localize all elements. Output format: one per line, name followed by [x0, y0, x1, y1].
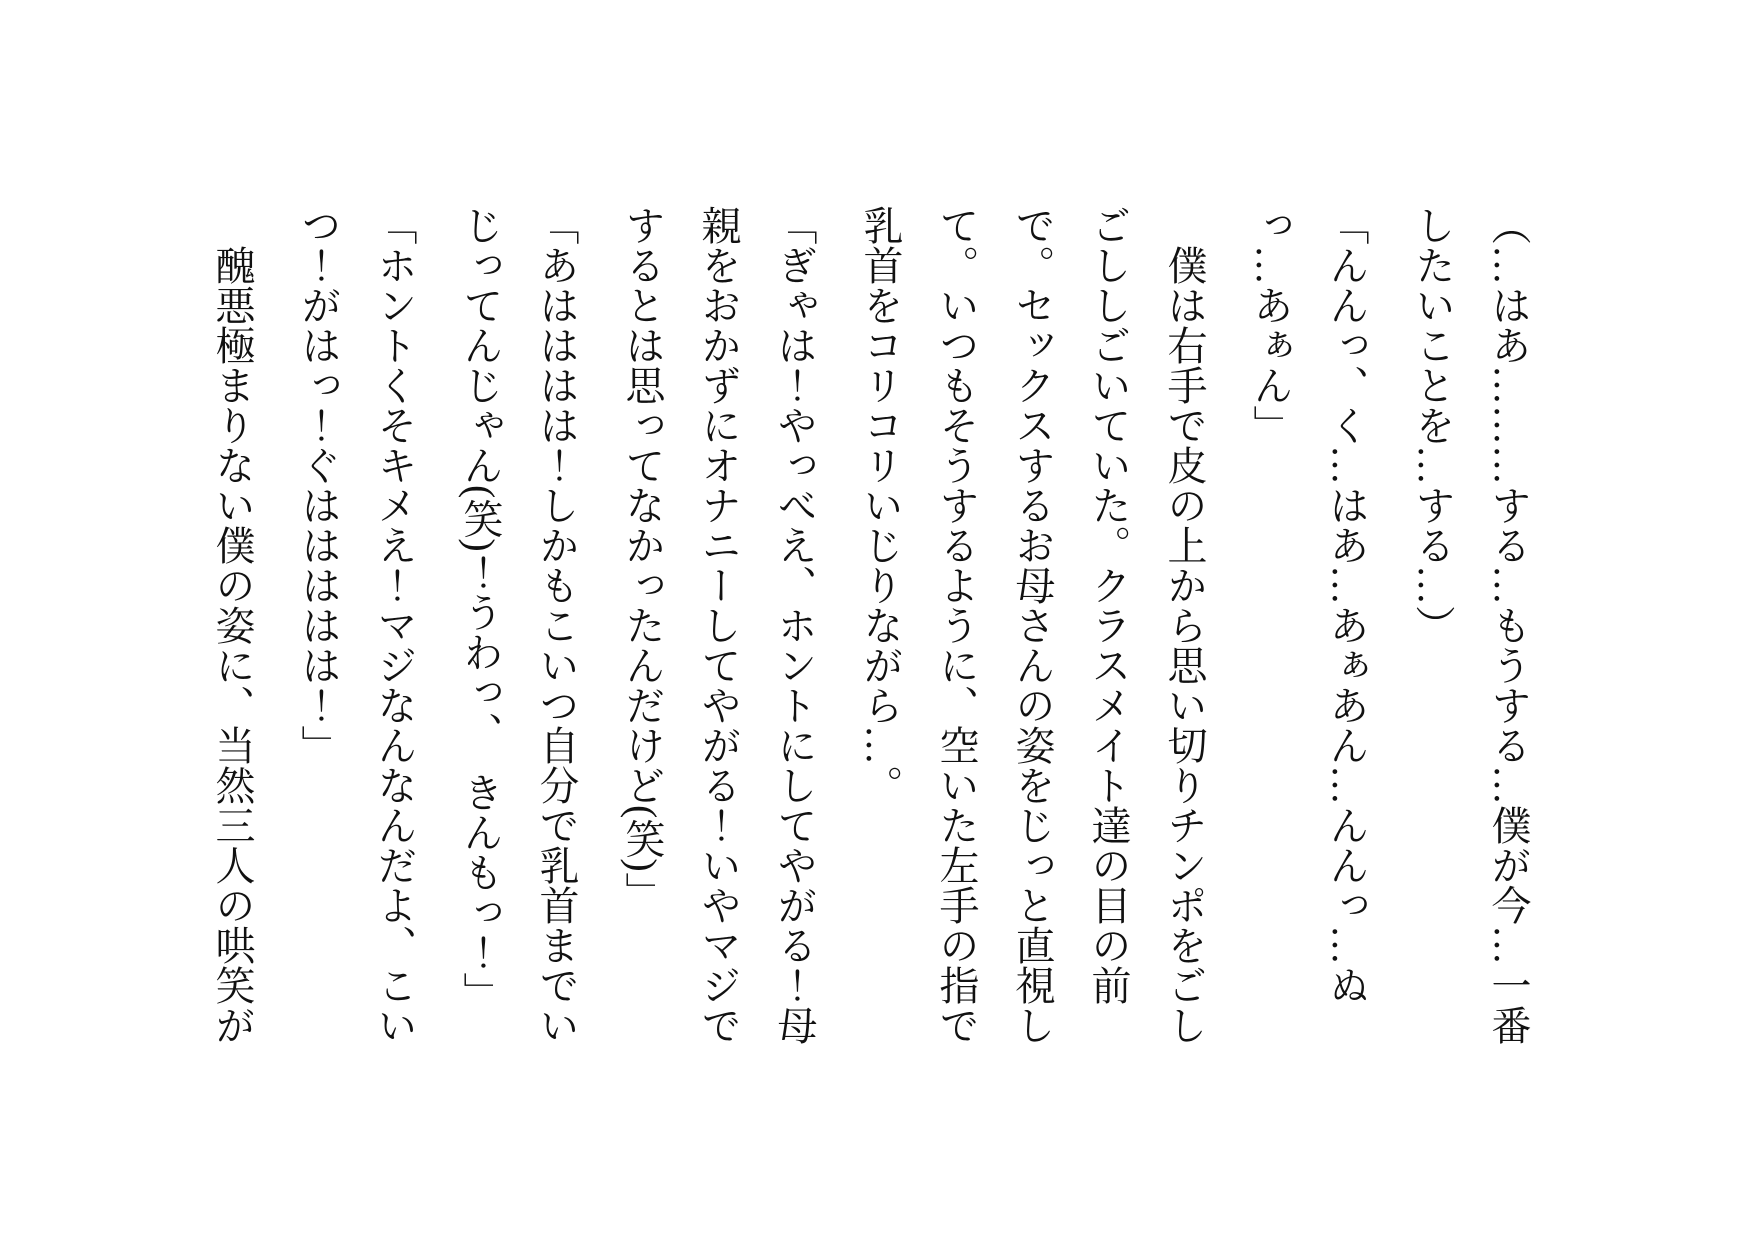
paragraph-dialogue-3: 「ホントくそキメえ！マジなんなんだよ、こいつ！がはっ！ぐははははは！」 — [296, 205, 417, 1045]
paragraph-narration-1: 僕は右手で皮の上から思い切りチンポをごしごししごいていた。クラスメイト達の目の前で。セックスするお母さんの姿をじっと直視して。いつもそうするように、空いた左手の指で乳首をコリコリいじりながら…。 — [858, 205, 1207, 1045]
paragraph-moan-dialogue: 「んんっ、く…はあ…あぁあん…んんっ…ぬっ…あぁん」 — [1248, 205, 1369, 1005]
paragraph-monologue: （…はあ………する…もうする…僕が今…一番したいことを…する…） — [1410, 205, 1531, 1045]
vertical-text-block — [194, 205, 1546, 1050]
paragraph-dialogue-1: 「ぎゃは！やっべえ、ホントにしてやがる！母親をおかずにオナニーしてやがる！いやマジでするとは思ってなかったんだけど(笑)」 — [620, 205, 817, 1045]
paragraph-dialogue-2: 「あはははは！しかもこいつ自分で乳首までいじってんじゃん(笑)！うわっ、 きんもっ！」 — [458, 205, 579, 1045]
paragraph-narration-2: 醜悪極まりない僕の姿に、当然三人の哄笑が — [210, 205, 255, 1045]
